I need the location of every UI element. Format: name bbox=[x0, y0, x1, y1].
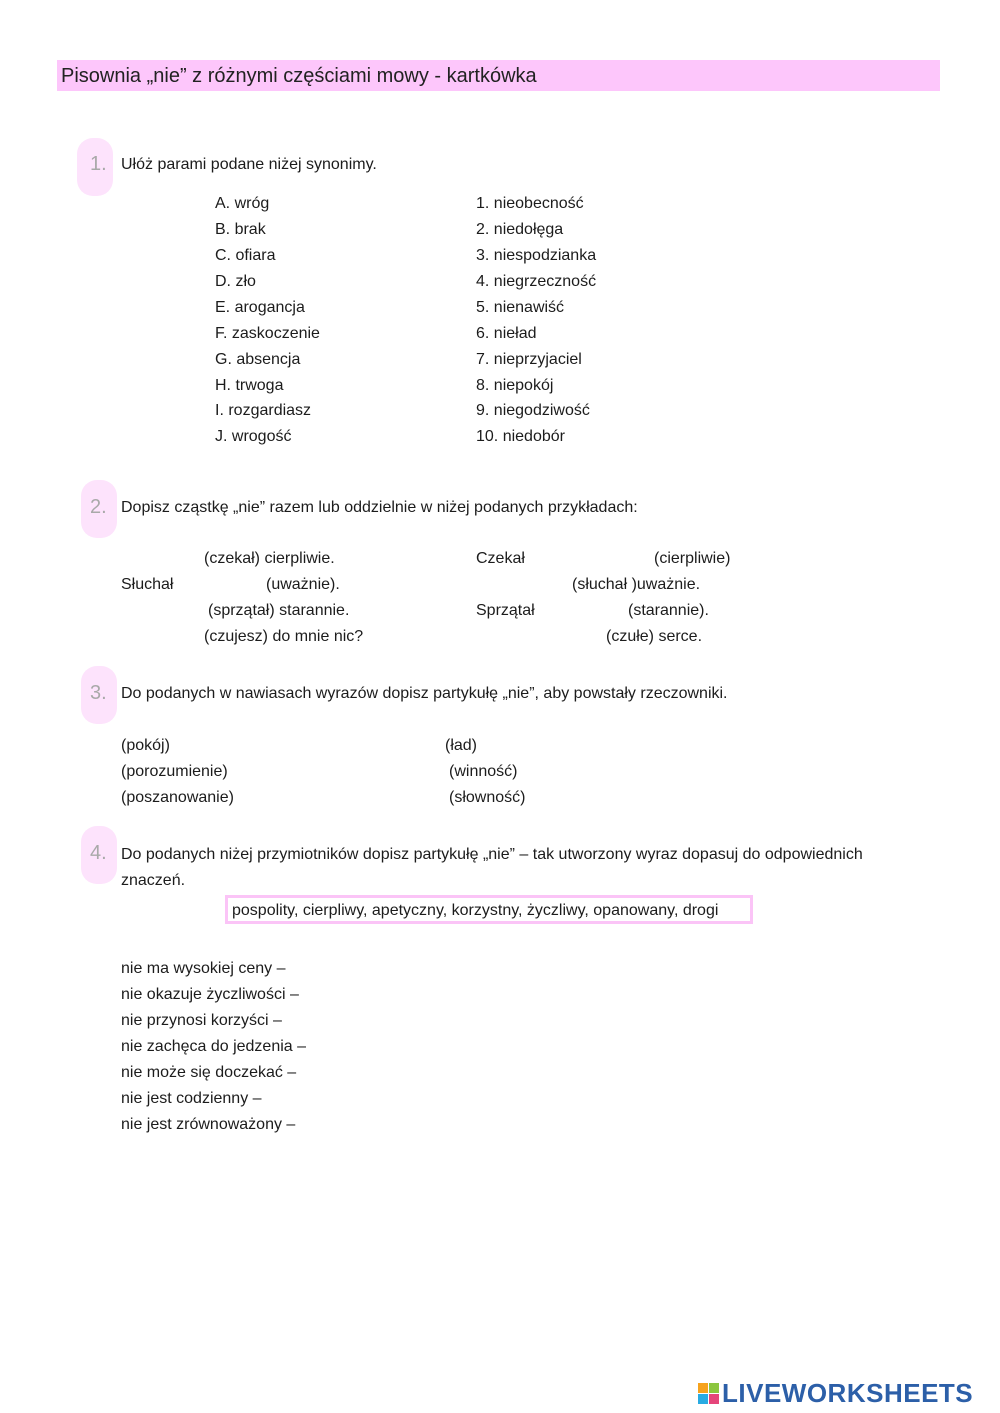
q1-right-item: 9. niegodziwość bbox=[476, 402, 590, 419]
question-4-number: 4. bbox=[90, 842, 107, 864]
q1-left-item: C. ofiara bbox=[215, 247, 276, 264]
q1-right-item: 4. niegrzeczność bbox=[476, 273, 597, 290]
q1-left-item: J. wrogość bbox=[215, 428, 292, 445]
q2-item: Czekał bbox=[476, 550, 525, 567]
q2-item: Sprzątał bbox=[476, 602, 535, 619]
q2-item: (czujesz) do mnie nic? bbox=[204, 628, 364, 645]
q4-meaning: nie przynosi korzyści – bbox=[121, 1012, 282, 1029]
q4-meaning: nie jest codzienny – bbox=[121, 1090, 262, 1107]
logo-square bbox=[698, 1394, 708, 1404]
q1-right-item: 3. niespodzianka bbox=[476, 247, 597, 264]
q1-left-item: G. absencja bbox=[215, 351, 301, 368]
q3-right-item: (ład) bbox=[445, 737, 478, 754]
liveworksheets-logo bbox=[698, 1378, 973, 1408]
q2-item: (starannie). bbox=[628, 602, 709, 619]
q1-left-item: E. arogancja bbox=[215, 299, 305, 316]
title-bar bbox=[57, 60, 940, 91]
q4-meaning: nie może się doczekać – bbox=[121, 1064, 297, 1081]
q4-meaning: nie jest zrównoważony – bbox=[121, 1116, 296, 1133]
logo-square bbox=[709, 1383, 719, 1393]
q1-left-item: H. trwoga bbox=[215, 377, 284, 394]
q2-item: Słuchał bbox=[121, 576, 174, 593]
q3-right-item: (słowność) bbox=[449, 789, 526, 806]
q1-right-item: 8. niepokój bbox=[476, 377, 554, 394]
q2-item: (czekał) cierpliwie. bbox=[204, 550, 335, 567]
question-4-text-line2: znaczeń. bbox=[121, 872, 186, 889]
q2-item: (uważnie). bbox=[266, 576, 340, 593]
q3-right-item: (winność) bbox=[449, 763, 518, 780]
q1-right-item: 2. niedołęga bbox=[476, 221, 564, 238]
q4-meaning: nie zachęca do jedzenia – bbox=[121, 1038, 307, 1055]
q2-item: (cierpliwie) bbox=[654, 550, 731, 567]
q3-left-item: (pokój) bbox=[121, 737, 170, 754]
q4-meaning: nie okazuje życzliwości – bbox=[121, 986, 299, 1003]
q1-left-item: A. wróg bbox=[215, 195, 270, 212]
q1-right-item: 5. nienawiść bbox=[476, 299, 565, 316]
question-1-number: 1. bbox=[90, 153, 107, 175]
q4-meaning: nie ma wysokiej ceny – bbox=[121, 960, 286, 977]
q2-item: (słuchał )uważnie. bbox=[572, 576, 701, 593]
word-bank bbox=[225, 895, 753, 924]
question-3-number: 3. bbox=[90, 682, 107, 704]
question-2-text: Dopisz cząstkę „nie” razem lub oddzielnie w niżej podanych przykładach: bbox=[121, 499, 638, 516]
logo-squares-icon bbox=[698, 1383, 719, 1404]
logo-square bbox=[698, 1383, 708, 1393]
q1-right-item: 6. nieład bbox=[476, 325, 537, 342]
word-bank-text: pospolity, cierpliwy, apetyczny, korzystny, życzliwy, opanowany, drogi bbox=[232, 902, 719, 919]
q2-item: (sprzątał) starannie. bbox=[208, 602, 350, 619]
q1-left-item: I. rozgardiasz bbox=[215, 402, 312, 419]
q1-right-item: 1. nieobecność bbox=[476, 195, 584, 212]
q3-left-item: (porozumienie) bbox=[121, 763, 228, 780]
page-title: Pisownia „nie” z różnymi częściami mowy - kartkówka bbox=[61, 65, 537, 87]
question-2-number: 2. bbox=[90, 496, 107, 518]
question-3-text: Do podanych w nawiasach wyrazów dopisz partykułę „nie”, aby powstały rzeczowniki. bbox=[121, 685, 728, 702]
question-4-text-line1: Do podanych niżej przymiotników dopisz partykułę „nie” – tak utworzony wyraz dopasuj do odpowiednich bbox=[121, 846, 863, 863]
logo-square bbox=[709, 1394, 719, 1404]
question-1-text: Ułóż parami podane niżej synonimy. bbox=[121, 156, 377, 173]
q1-left-item: D. zło bbox=[215, 273, 256, 290]
q1-left-item: B. brak bbox=[215, 221, 266, 238]
q2-item: (czułe) serce. bbox=[606, 628, 703, 645]
q1-right-item: 10. niedobór bbox=[476, 428, 565, 445]
q1-right-item: 7. nieprzyjaciel bbox=[476, 351, 582, 368]
logo-text: LIVEWORKSHEETS bbox=[722, 1377, 974, 1408]
q1-left-item: F. zaskoczenie bbox=[215, 325, 320, 342]
q3-left-item: (poszanowanie) bbox=[121, 789, 234, 806]
